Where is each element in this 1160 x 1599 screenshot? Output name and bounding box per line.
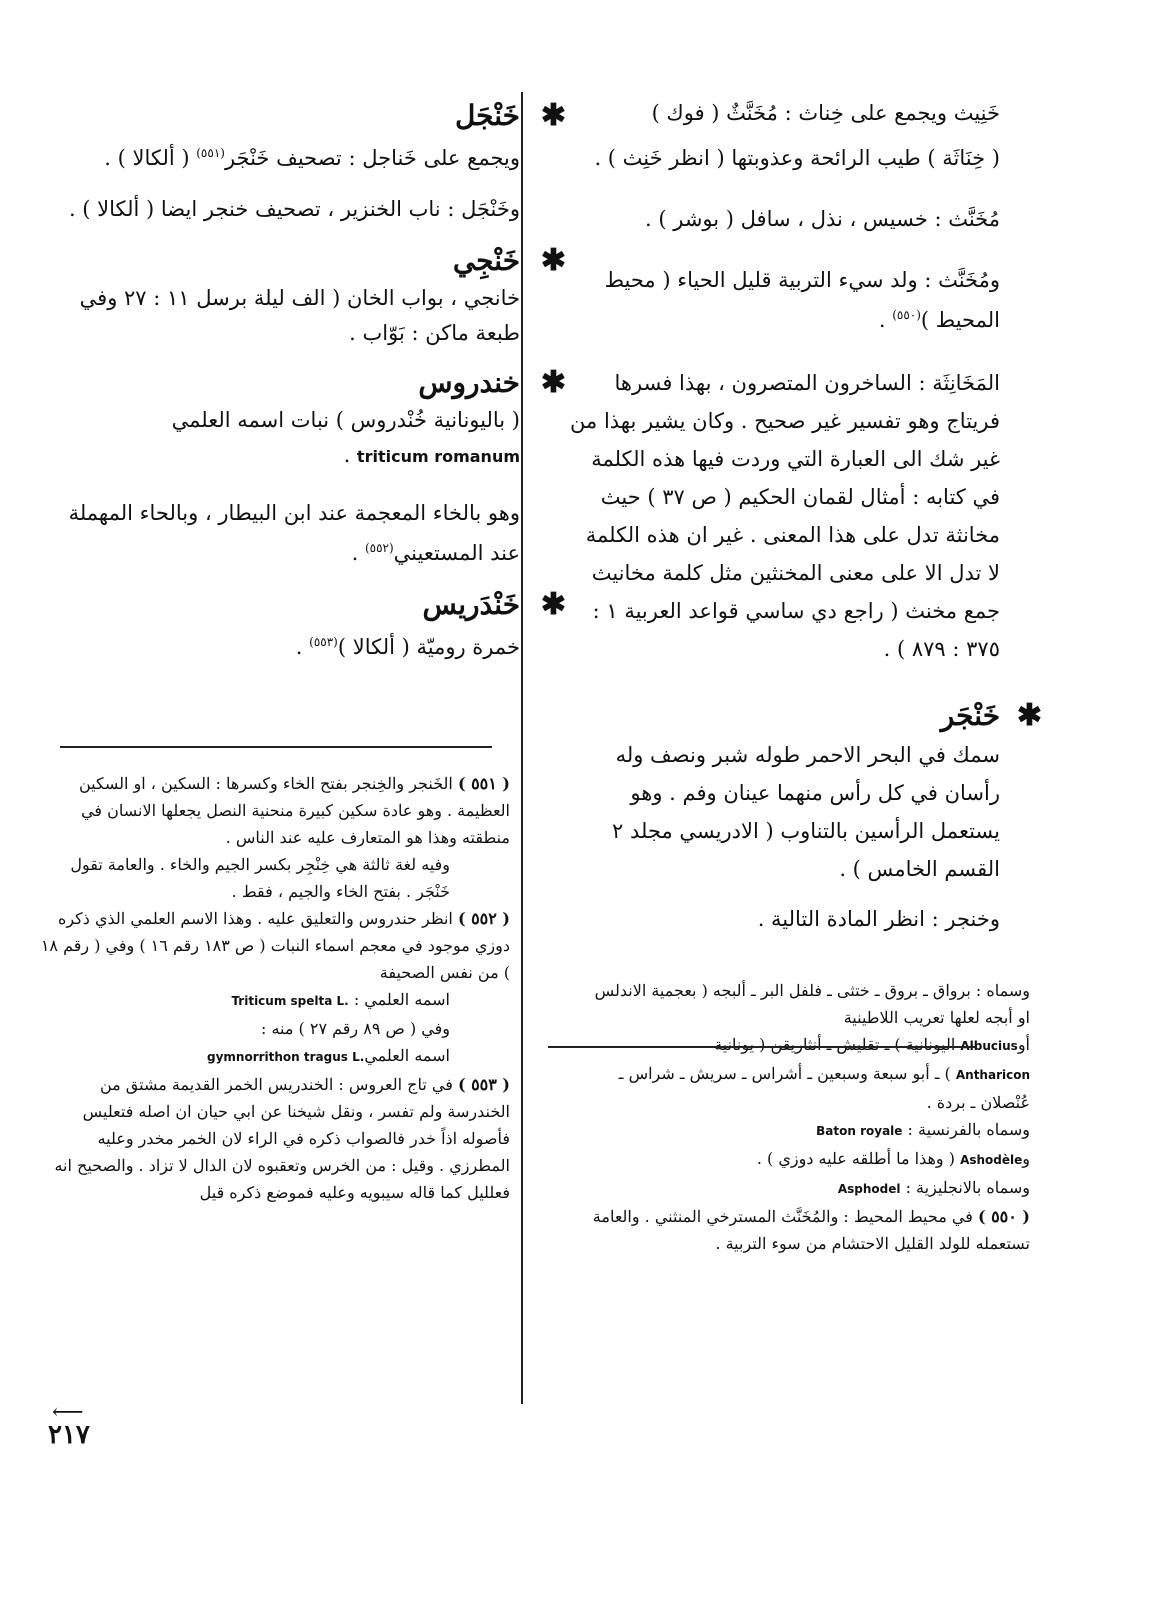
paragraph: وخنجر : انظر المادة التالية . [757, 907, 1000, 931]
footnote-text: وسماه بالانجليزية : [905, 1178, 1030, 1197]
footnote-line [40, 986, 450, 1015]
paragraph: مُخَنَّث : خسيس ، نذل ، سافل ( بوشر ) . [645, 207, 1000, 231]
paragraph-text: وهو بالخاء المعجمة عند ابن البيطار ، وبالحاء المهملة عند المستعيني [68, 501, 520, 565]
continue-arrow-icon: ⟵ [52, 1400, 84, 1425]
latin-term: Antharicon [955, 1068, 1030, 1082]
footnote-text: ) ـ أبو سبعة وسبعين ـ أشراس ـ سريش ـ شراس ـ عُنْصلان ـ بردة . [618, 1064, 1030, 1112]
left-column [60, 96, 566, 665]
footnote-separator [548, 1046, 976, 1048]
latin-term: Baton royale [816, 1124, 903, 1138]
footnote-text: اسمه العلمي : [353, 990, 450, 1009]
footnote-line: وفي ( ص ٨٩ رقم ٢٧ ) منه : [260, 1019, 450, 1038]
footnote-551 [40, 770, 510, 851]
footnote-text: في محيط المحيط : والمُخَنَّث المسترخي المنثني . والعامة تستعمله للولد القليل الاحتشام من سوء التربية . [592, 1207, 1030, 1253]
footnote-text: وسماه بالفرنسية : [907, 1120, 1030, 1139]
headword-text: خندروس [418, 366, 520, 399]
paragraph: triticum romanum . [60, 438, 520, 474]
entry-headword [570, 696, 1042, 736]
footnote-ref[interactable]: (٥٥٣) [309, 635, 338, 649]
footnote-text: اليونانية ) ـ تقليش ـ أنثاريقن ( يونانية [714, 1035, 956, 1054]
paragraph-text: ويجمع على خَناجل : تصحيف خَنْجَر [224, 146, 520, 170]
footnote-ref[interactable]: (٥٥٠) [892, 308, 921, 322]
paragraph [570, 263, 1000, 338]
asterisk-icon: ✱ [540, 587, 566, 622]
entry-headword [60, 363, 566, 403]
footnote-552 [40, 905, 510, 986]
latin-term: triticum romanum [356, 447, 520, 466]
paragraph: سمك في البحر الاحمر طوله شبر ونصف وله رأسان في كل رأس منهما عينان وفم . وهو يستعمل الرأسين بالتناوب ( الادريسي مجلد ٢ القسم الخامس ) . [612, 743, 1000, 881]
latin-term: Ashodèle [960, 1153, 1023, 1167]
footnotes-left [40, 770, 510, 1206]
latin-term: Asphodel [837, 1182, 901, 1196]
footnote-text: انظر حندروس والتعليق عليه . وهذا الاسم العلمي الذي ذكره دوزي موجود في معجم اسماء النبات ( ص ١٨٣ رقم ١٦ ) وفي ( رقم ١٨ ) من نفس الصحيفة [40, 909, 510, 982]
headword-text: خَنْجَل [454, 99, 520, 132]
footnote-553 [40, 1071, 510, 1206]
footnotes-right [590, 977, 1030, 1257]
asterisk-icon: ✱ [540, 365, 566, 400]
entry-headword [60, 96, 566, 136]
headword-text: خَنْدَريس [422, 588, 520, 621]
footnote-text: ( وهذا ما أطلقه عليه دوزي ) . [756, 1149, 955, 1168]
asterisk-icon: ✱ [540, 98, 566, 133]
paragraph [60, 496, 520, 571]
footnote-ref[interactable]: (٥٥١) [196, 146, 225, 160]
paragraph-text: خمرة روميّة ( ألكالا ) [337, 635, 520, 659]
asterisk-icon: ✱ [540, 243, 566, 278]
footnote-text: أو [1017, 1035, 1030, 1054]
footnote-line [590, 1145, 1030, 1174]
paragraph-text: . [351, 541, 365, 565]
latin-term: Triticum spelta L. [231, 994, 349, 1008]
footnote-line [40, 1042, 450, 1071]
asterisk-icon: ✱ [1016, 698, 1042, 733]
paragraph: خانجي ، بواب الخان ( الف ليلة برسل ١١ : ٢٧ وفي طبعة ماكن : بَوّاب . [79, 286, 520, 345]
right-column [570, 96, 1042, 1257]
column-divider [521, 92, 523, 1404]
paragraph: خَنِيث ويجمع على خِناث : مُخَنَّثٌ ( فوك ) [651, 101, 1000, 125]
page-number: ٢١٧ [48, 1420, 90, 1450]
footnote-text: الخَنجر والخِنجر بفتح الخاء وكسرها : السكين ، او السكين العظيمة . وهو عادة سكين كبيرة منحنية النصل يجعلها الانسان في منطقته وهذا هو المتعارف عليه عند الناس . [78, 774, 510, 847]
footnote-text: في تاج العروس : الخندريس الخمر القديمة مشتق من الخندرسة ولم تفسر ، ونقل شيخنا عن ابي حيان ان اصله فتعليس فأصوله اذاً خدر فالصواب ذكره في الراء لان الخمر مخدر وعليه المطرزي . وقيل : من الخرس وتعقبوه لان الدال لا تزاد . والصحيح انه فعلليل كما قاله سيبويه وعليه فموضع ذكره قيل [54, 1075, 510, 1202]
footnote-line [590, 1116, 1030, 1145]
paragraph [60, 136, 520, 176]
footnote-line [590, 1174, 1030, 1203]
headword-text: خَنْجِي [452, 244, 520, 277]
footnote-text: و [1022, 1149, 1030, 1168]
footnote-number: ( ٥٥٣ ) [457, 1075, 510, 1094]
paragraph: ( باليونانية خُنْدروس ) نبات اسمه العلمي [171, 408, 520, 432]
footnote-number: ( ٥٥١ ) [457, 774, 510, 793]
paragraph: وخَنْجَل : ناب الخنزير ، تصحيف خنجر ايضا ( ألكالا ) . [68, 197, 520, 221]
paragraph: ( خِنَاثَة ) طيب الرائحة وعذوبتها ( انظر خَنِث ) . [594, 146, 1000, 170]
latin-term: gymnorrithon tragus L. [207, 1050, 365, 1064]
paragraph: المَخَانِثَة : الساخرون المتصرون ، بهذا فسرها فريتاج وهو تفسير غير صحيح . وكان يشير بهذا من غير شك الى العبارة التي وردت فيها هذه الكلمة في كتابه : أمثال لقمان الحكيم ( ص ٣٧ ) حيث مخانثة تدل على هذا المعنى . غير ان هذه الكلمة لا تدل الا على معنى المخنثين مثل كلمة مخانيث جمع مخنث ( راجع دي ساسي قواعد العربية ١ : ٣٧٥ : ٨٧٩ ) . [570, 371, 1000, 661]
headword-text: خَنْجَر [940, 699, 1000, 732]
footnote-line [590, 1060, 1030, 1116]
footnote-line: وفيه لغة ثالثة هي خِنْجِر بكسر الجيم والخاء . والعامة تقول خَنْجَر . بفتح الخاء والجيم ، فقط . [70, 855, 450, 901]
footnote-number: ( ٥٥٢ ) [457, 909, 510, 928]
paragraph-text: . [878, 308, 893, 332]
footnote-number: ( ٥٥٠ ) [977, 1207, 1030, 1226]
entry-headword [60, 585, 566, 625]
footnote-ref[interactable]: (٥٥٢) [364, 541, 394, 555]
latin-term: Albucius [960, 1039, 1018, 1053]
footnote-550 [590, 1203, 1030, 1257]
footnote-text: اسمه العلمي [364, 1046, 450, 1065]
footnote-line: وسماه : برواق ـ بروق ـ ختثى ـ فلفل البر ـ ألبجه ( بعجمية الاندلس او أبجه لعلها تعريب اللاطينية [594, 981, 1030, 1027]
paragraph-text: . [295, 635, 310, 659]
paragraph-text: ( ألكالا ) . [104, 146, 190, 170]
paragraph [60, 625, 520, 665]
entry-headword [60, 241, 566, 281]
footnote-separator [60, 746, 492, 748]
paragraph-text: ومُخَنَّث : ولد سيء التربية قليل الحياء ( محيط المحيط ) [604, 268, 1000, 332]
